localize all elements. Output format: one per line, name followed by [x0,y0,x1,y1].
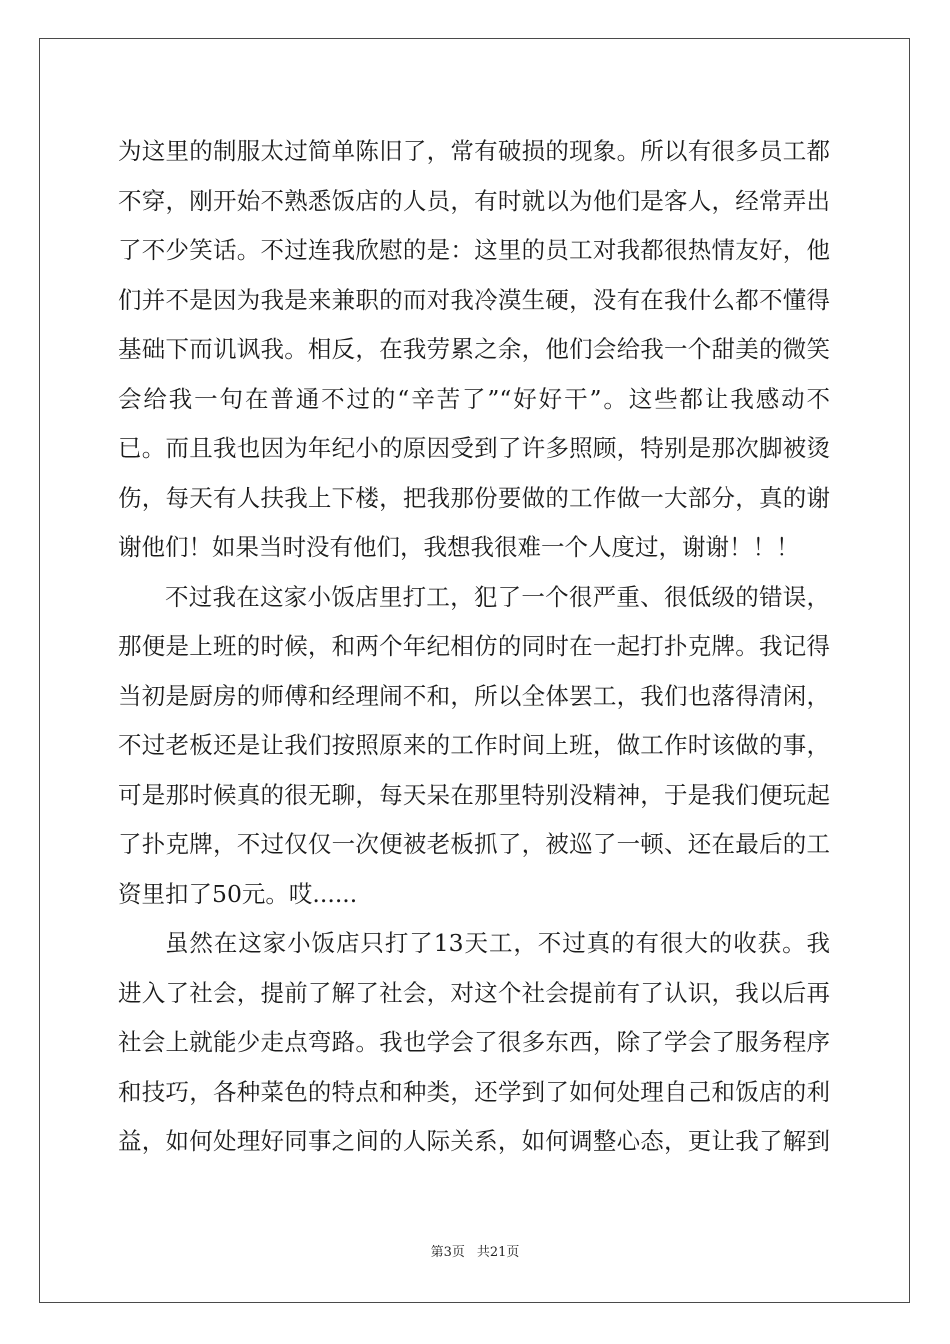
paragraph-first-line: 虽然在这家小饭店只打了13天工，不过真的有很大的收获。我 [165,929,830,957]
text-line: 可是那时候真的很无聊，每天呆在那里特别没精神，于是我们便玩起 [118,781,830,809]
text-line: 那便是上班的时候，和两个年纪相仿的同时在一起打扑克牌。我记得 [118,632,830,660]
text-line: 益，如何处理好同事之间的人际关系，如何调整心态，更让我了解到 [118,1127,830,1155]
text-line: 们并不是因为我是来兼职的而对我冷漠生硬，没有在我什么都不懂得 [118,286,830,314]
text-line: 不过老板还是让我们按照原来的工作时间上班，做工作时该做的事， [118,731,830,759]
page-frame [39,38,910,1303]
text-line: 了不少笑话。不过连我欣慰的是：这里的员工对我都很热情友好，他 [118,236,830,264]
paragraph-first-line: 不过我在这家小饭店里打工，犯了一个很严重、很低级的错误， [165,583,830,611]
text-line: 了扑克牌，不过仅仅一次便被老板抓了，被巡了一顿、还在最后的工 [118,830,830,858]
text-line: 当初是厨房的师傅和经理闹不和，所以全体罢工，我们也落得清闲， [118,682,830,710]
text-line: 和技巧，各种菜色的特点和种类，还学到了如何处理自己和饭店的利 [118,1078,830,1106]
text-line: 基础下而讥讽我。相反，在我劳累之余，他们会给我一个甜美的微笑 [118,335,830,363]
page-total: 共21页 [476,1245,520,1260]
text-line: 不穿，刚开始不熟悉饭店的人员，有时就以为他们是客人，经常弄出 [118,187,830,215]
page-footer [0,1244,950,1262]
text-line: 资里扣了50元。哎...... [118,880,358,908]
text-line: 谢他们！如果当时没有他们，我想我很难一个人度过，谢谢！！！ [118,533,800,561]
text-line: 社会上就能少走点弯路。我也学会了很多东西，除了学会了服务程序 [118,1028,830,1056]
text-line: 会给我一句在普通不过的“辛苦了”“好好干”。这些都让我感动不 [118,385,830,413]
text-line: 进入了社会，提前了解了社会，对这个社会提前有了认识，我以后再 [118,979,830,1007]
page-number: 第3页 [430,1245,465,1260]
text-line: 伤，每天有人扶我上下楼，把我那份要做的工作做一大部分，真的谢 [118,484,830,512]
text-line: 已。而且我也因为年纪小的原因受到了许多照顾，特别是那次脚被烫 [118,434,830,462]
text-line: 为这里的制服太过简单陈旧了，常有破损的现象。所以有很多员工都 [118,137,830,165]
